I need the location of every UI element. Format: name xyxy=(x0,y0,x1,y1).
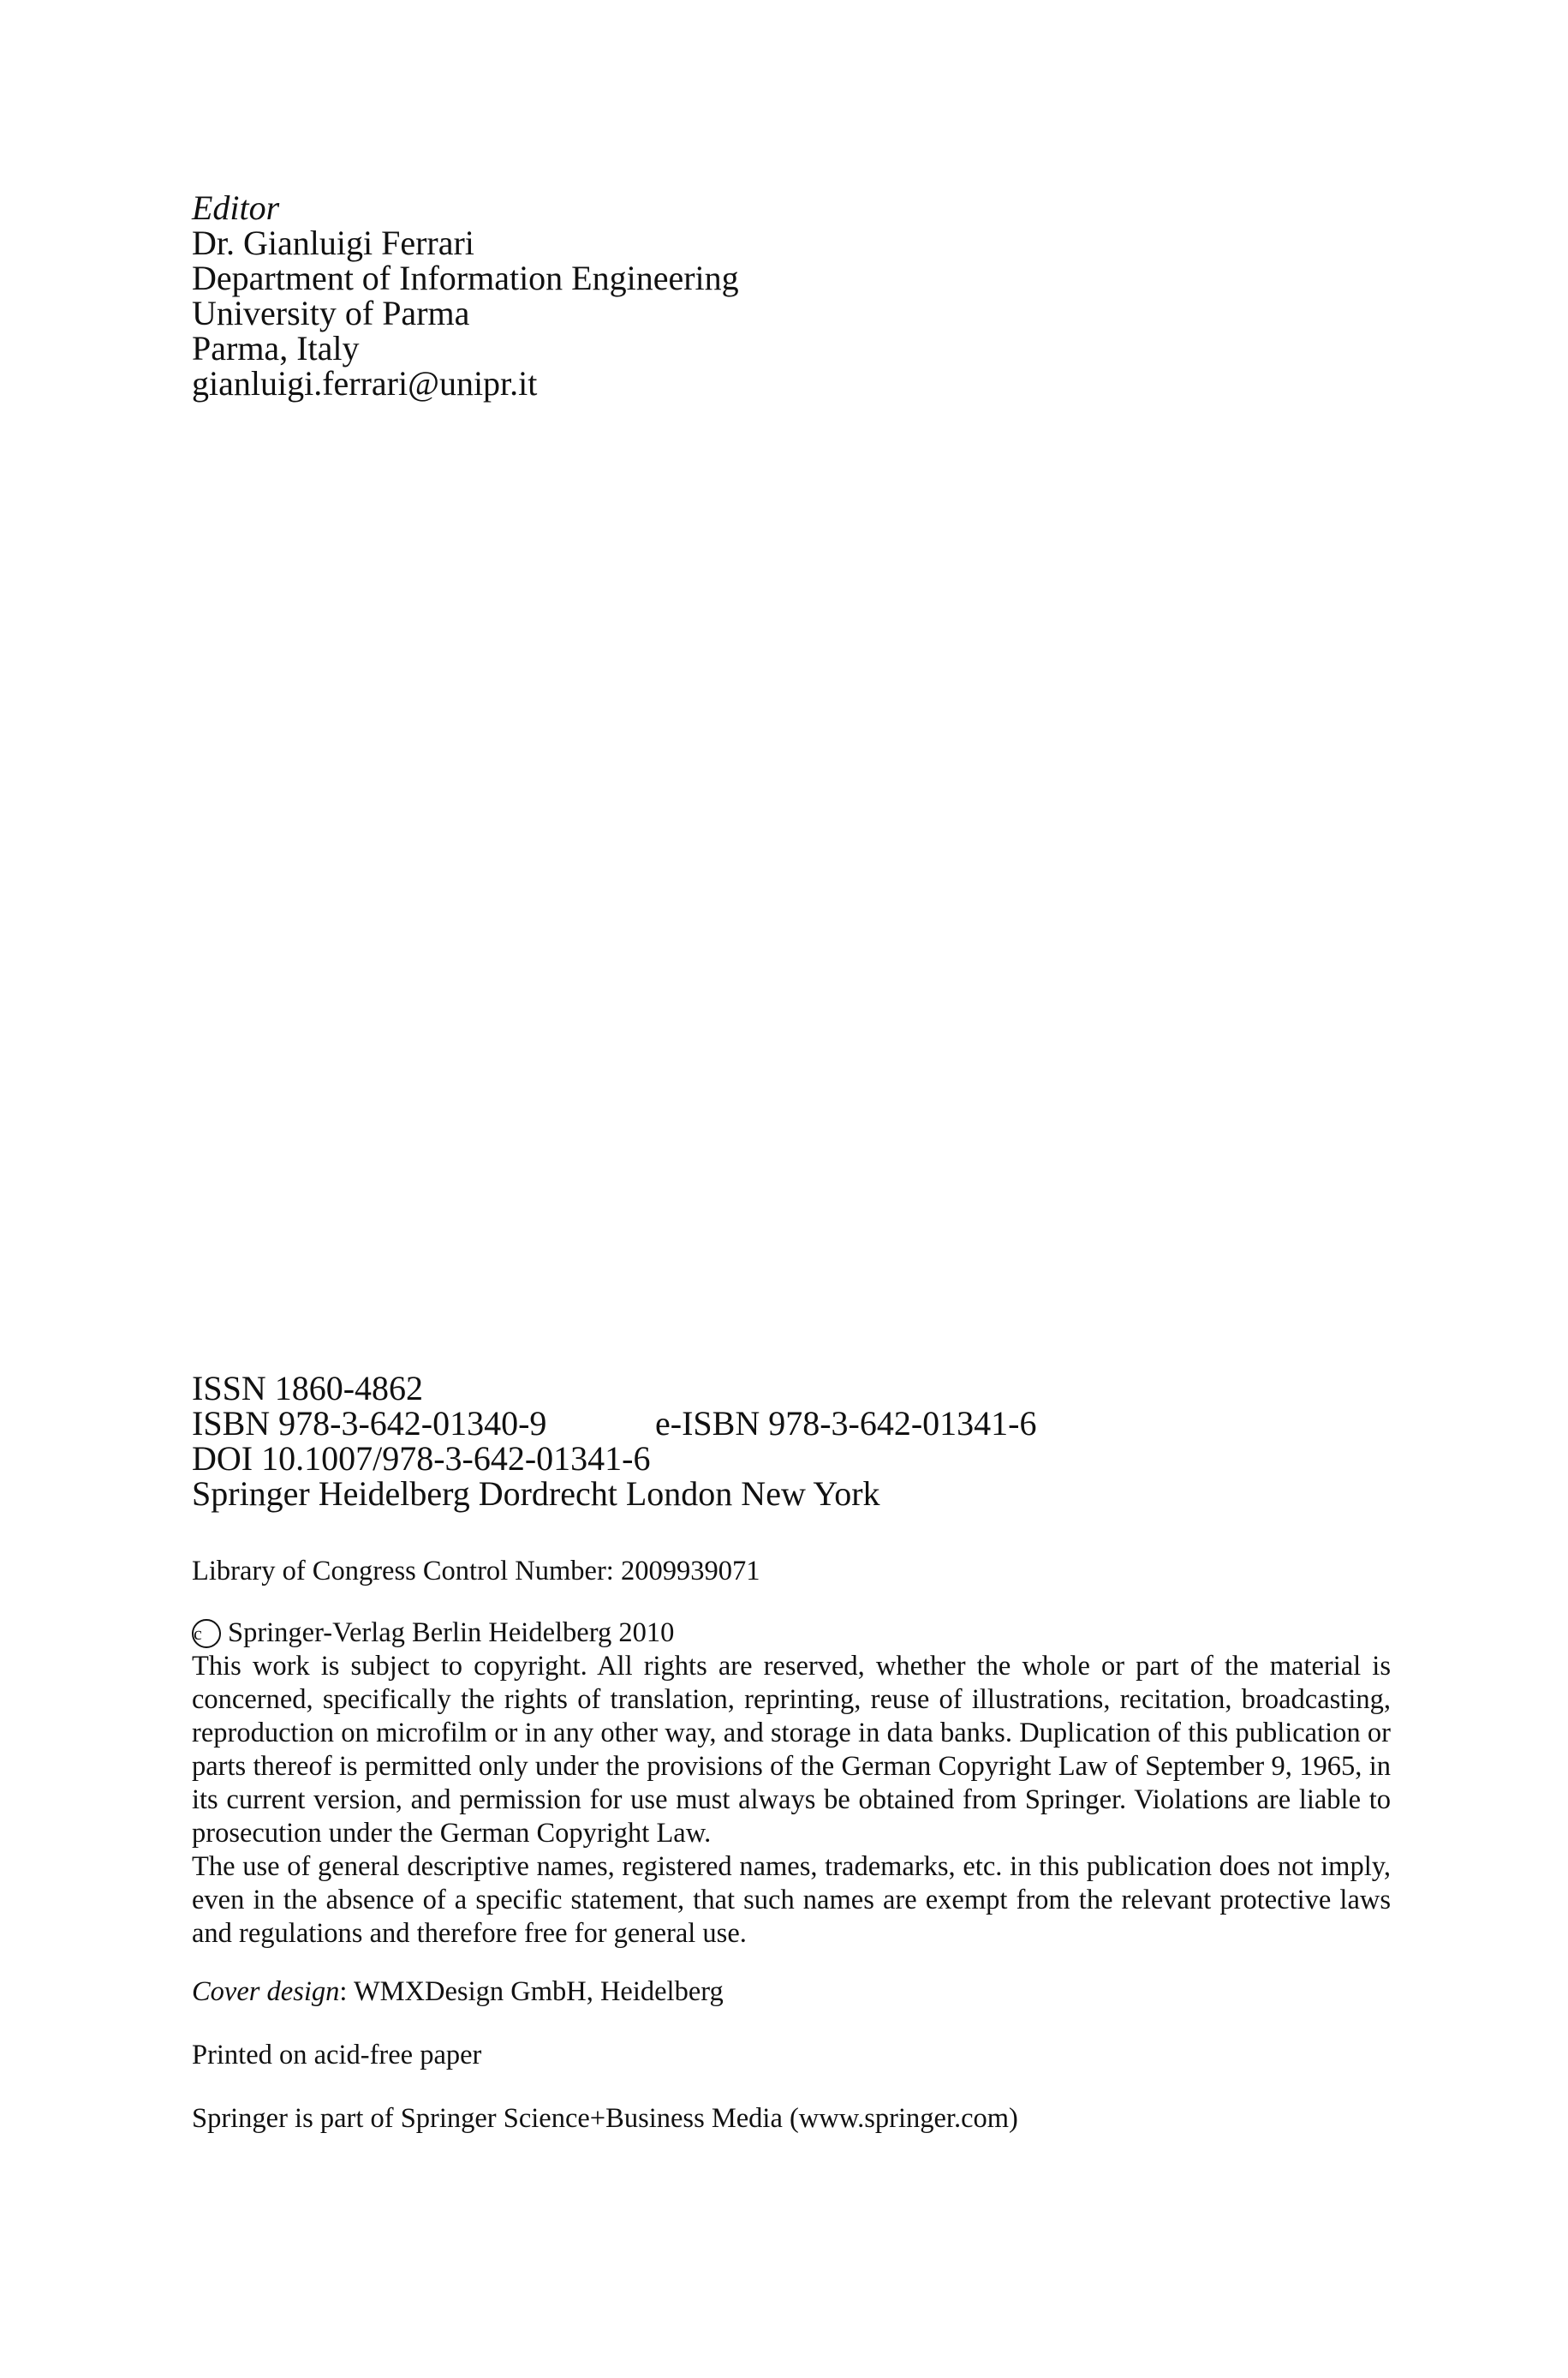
editor-location: Parma, Italy xyxy=(192,329,360,367)
copyright-notice: This work is subject to copyright. All rights are reserved, whether the whole or part of the material is concerned, specifically the rights of translation, reprinting, reuse of illustrations, recitation, broadcasting, reproduction on microfilm or in any other way, and storage in data banks. Duplication of this publication or parts thereof is permitted only under the provisions of the German Copyright Law of September 9, 1965, in its current version, and permission for use must always be obtained from Springer. Violations are liable to prosecution under the German Copyright Law. xyxy=(192,1651,1391,1849)
editor-department: Department of Information Engineering xyxy=(192,259,739,297)
isbn: ISBN 978-3-642-01340-9 xyxy=(192,1404,547,1443)
cover-design-line: Cover design: WMXDesign GmbH, Heidelberg xyxy=(192,1976,724,2007)
editor-role: Editor xyxy=(192,188,280,227)
eisbn: e-ISBN 978-3-642-01341-6 xyxy=(655,1404,1037,1443)
editor-email: gianluigi.ferrari@unipr.it xyxy=(192,364,538,403)
cover-design-label: Cover design xyxy=(192,1976,340,2007)
cover-design-value: WMXDesign GmbH, Heidelberg xyxy=(353,1976,724,2007)
publisher-cities: Springer Heidelberg Dordrecht London New York xyxy=(192,1474,880,1513)
publication-block xyxy=(192,1369,1037,1513)
copyright-line xyxy=(192,1616,1391,1650)
issn: ISSN 1860-4862 xyxy=(192,1369,424,1407)
copyright-holder: Springer-Verlag Berlin Heidelberg 2010 xyxy=(228,1617,675,1648)
names-notice: The use of general descriptive names, registered names, trademarks, etc. in this publication does not imply, even in the absence of a specific statement, that such names are exempt from the relevant protective laws and regulations and therefore free for general use. xyxy=(192,1851,1391,1949)
copyright-block xyxy=(192,1616,1391,1951)
editor-name: Dr. Gianluigi Ferrari xyxy=(192,224,474,262)
doi: DOI 10.1007/978-3-642-01341-6 xyxy=(192,1439,651,1478)
printed-note: Printed on acid-free paper xyxy=(192,2040,482,2070)
library-of-congress-number: Library of Congress Control Number: 2009939071 xyxy=(192,1556,760,1586)
editor-university: University of Parma xyxy=(192,294,470,332)
springer-note: Springer is part of Springer Science+Business Media (www.springer.com) xyxy=(192,2103,1018,2134)
editor-block xyxy=(192,190,739,401)
isbn-row xyxy=(192,1404,1037,1443)
copyright-icon: c xyxy=(192,1619,221,1648)
